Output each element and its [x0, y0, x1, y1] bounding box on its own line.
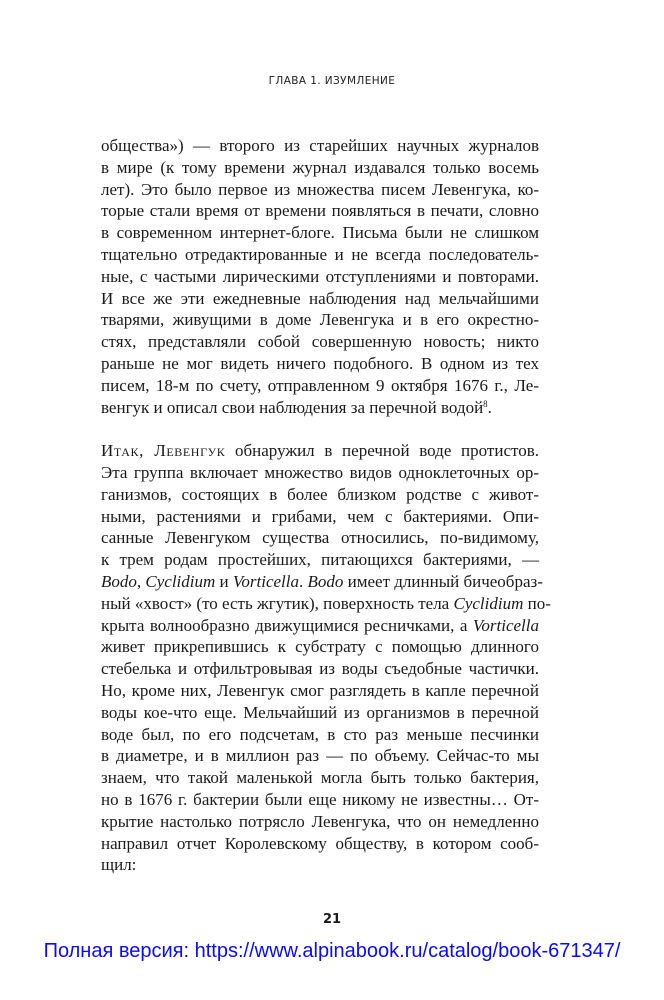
text-line	[101, 767, 539, 789]
italic-term: Vorticella	[232, 571, 299, 591]
text-segment: ный «хвост» (то есть жгутик), поверхность тела	[101, 593, 454, 613]
italic-term: Cyclidium	[453, 593, 524, 613]
text-line	[101, 397, 539, 419]
text-segment: ,	[136, 571, 146, 591]
paragraph	[101, 135, 539, 418]
text-segment: крытие настолько потрясло Левенгука, что он немедленно	[101, 811, 539, 831]
text-segment: торые стали время от времени появляться в печати, словно	[101, 201, 539, 221]
text-segment: .	[487, 397, 492, 417]
text-segment: живет прикрепившись к субстрату с помощью длинного	[101, 637, 539, 657]
text-segment: в мире (к тому времени журнал издавался только восемь	[101, 157, 539, 177]
text-segment: И все же эти ежедневные наблюдения над мельчайшими	[101, 288, 539, 308]
text-line	[101, 854, 539, 876]
text-segment: ганизмов, состоящих в более близком родстве с живот-	[101, 484, 539, 504]
text-segment: общества») — второго из старейших научных журналов	[101, 136, 539, 155]
footnote-marker[interactable]: 8	[483, 398, 488, 409]
text-line	[101, 331, 539, 353]
paragraph	[101, 440, 551, 876]
text-line	[101, 179, 539, 201]
text-line	[101, 811, 539, 833]
text-segment: Эта группа включает множество видов одноклеточных ор-	[101, 462, 539, 482]
text-line	[101, 527, 539, 549]
text-line	[101, 375, 539, 397]
text-segment: обнаружил в перечной воде протистов.	[225, 441, 539, 461]
text-segment: .	[299, 571, 308, 591]
text-line	[101, 157, 539, 179]
text-line	[101, 593, 551, 615]
text-segment: знаем, что такой маленькой могла быть только бактерия,	[101, 768, 539, 788]
text-line	[101, 288, 539, 310]
text-segment: стях, представляли собой совершенную новость; никто	[101, 332, 539, 352]
text-segment: по-	[523, 593, 551, 613]
body-text	[101, 135, 551, 898]
italic-term: Cyclidium	[145, 571, 216, 591]
italic-term: Bodo	[101, 571, 137, 591]
text-line	[101, 658, 539, 680]
text-line	[101, 506, 539, 528]
text-segment: к трем родам простейших, питающихся бактериями, —	[101, 550, 539, 570]
text-line	[101, 266, 539, 288]
text-line	[101, 789, 539, 811]
text-segment: раньше не мог видеть ничего подобного. В одном из тех	[101, 353, 539, 373]
text-segment: щил:	[101, 855, 137, 875]
text-segment: в диаметре, и в миллион раз — по объему. Сейчас-то мы	[101, 746, 539, 766]
text-line	[101, 309, 539, 331]
text-segment: венгук и описал свои наблюдения за перечной водой	[101, 397, 484, 417]
text-line	[101, 484, 539, 506]
text-line	[101, 833, 539, 855]
text-segment: воды кое-что еще. Мельчайший из организмов в перечной	[101, 702, 539, 722]
text-segment: лет). Это было первое из множества писем Левенгука, ко-	[101, 179, 539, 199]
text-line	[101, 636, 539, 658]
text-segment: ными, растениями и грибами, чем с бактериями. Опи-	[101, 506, 539, 526]
text-segment: крыта волнообразно движущимися ресничками, а	[101, 615, 473, 635]
text-line	[101, 440, 539, 462]
text-segment: санные Левенгуком существа относились, по-видимому,	[101, 528, 539, 548]
text-segment: и	[215, 571, 233, 591]
text-segment: тщательно отредактированные и не всегда последователь-	[101, 244, 539, 264]
text-segment: в современном интернет-блоге. Письма были не слишком	[101, 223, 539, 243]
text-segment: направил отчет Королевскому обществу, в котором сооб-	[101, 833, 539, 853]
text-line	[101, 571, 543, 593]
text-segment: Итак, Левенгук	[101, 441, 226, 461]
text-segment: имеет длинный бичеобраз-	[343, 571, 543, 591]
text-line	[101, 200, 539, 222]
text-line	[101, 745, 539, 767]
text-segment: писем, 18-м по счету, отправленном 9 октября 1676 г., Ле-	[101, 375, 539, 395]
text-line	[101, 353, 539, 375]
text-line	[101, 462, 539, 484]
text-line	[101, 222, 539, 244]
text-segment: Но, кроме них, Левенгук смог разглядеть в капле перечной	[101, 680, 539, 700]
page-number: 21	[322, 912, 342, 927]
text-line	[101, 702, 539, 724]
text-line	[101, 549, 539, 571]
full-version-link[interactable]: Полная версия: https://www.alpinabook.ru/catalog/book-671347/	[43, 940, 621, 962]
text-line	[101, 615, 539, 637]
text-line	[101, 244, 539, 266]
text-segment: тварями, живущими в доме Левенгука и в его окрестно-	[101, 310, 539, 330]
italic-term: Bodo	[307, 571, 344, 591]
text-segment: но в 1676 г. бактерии были еще никому не известны… От-	[101, 789, 539, 809]
running-header: ГЛАВА 1. ИЗУМЛЕНИЕ	[268, 75, 396, 87]
text-segment: ные, с частыми лирическими отступлениями и повторами.	[101, 266, 539, 286]
italic-term: Vorticella	[472, 615, 539, 635]
text-segment: воде был, по его подсчетам, в сто раз меньше песчинки	[101, 724, 539, 744]
text-segment: стебелька и отфильтровывая из воды съедобные частички.	[101, 659, 539, 679]
text-line	[101, 135, 539, 157]
text-line	[101, 680, 539, 702]
text-line	[101, 724, 539, 746]
